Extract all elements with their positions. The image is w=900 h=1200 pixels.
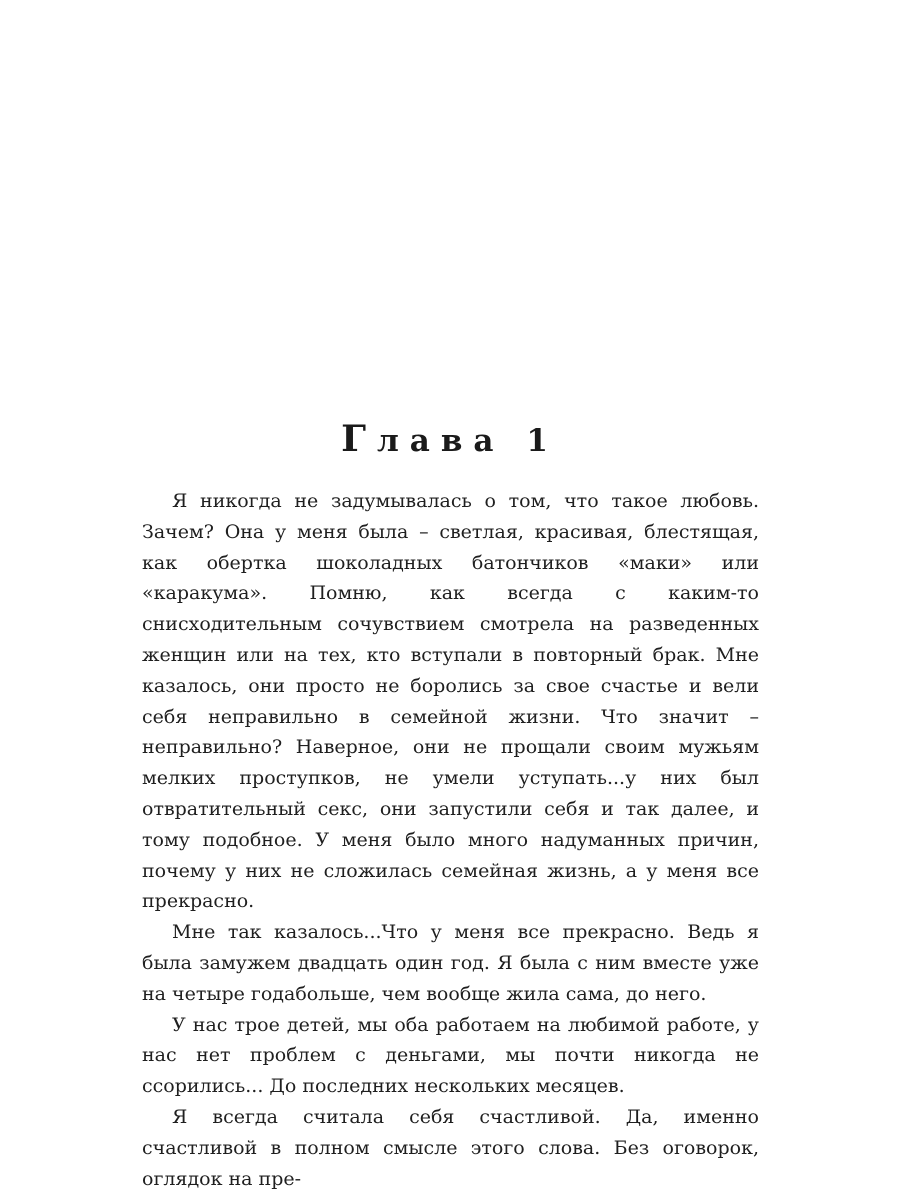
paragraph-3: У нас трое детей, мы оба работаем на любимой работе, у нас нет проблем с деньгами, мы почти никогда не ссорились... До последних нескольких месяцев. — [142, 1013, 759, 1098]
chapter-text — [142, 486, 759, 1194]
paragraph-4: Я всегда считала себя счастливой. Да, именно счастливой в полном смысле этого слова. Без оговорок, оглядок на пре- — [142, 1105, 759, 1190]
paragraph-1: Я никогда не задумывалась о том, что такое любовь. Зачем? Она у меня была – светлая, красивая, блестящая, как обертка шоколадных батончиков «маки» или «каракума». Помню, как всегда с каким-то снисходительным сочувствием смотрела на разведенных женщин или на тех, кто вступали в повторный брак. Мне казалось, они просто не боролись за свое счастье и вели себя неправильно в семейной жизни. Что значит – неправильно? Наверное, они не прощали своим мужьям мелких проступков, не умели уступать...у них был отвратительный секс, они запустили себя и так далее, и тому подобное. У меня было много надуманных причин, почему у них не сложилась семейная жизнь, а у меня все прекрасно. — [142, 490, 759, 913]
chapter-title-rest: лава 1 — [376, 423, 559, 459]
chapter-title — [0, 418, 900, 460]
paragraph-2: Мне так казалось...Что у меня все прекрасно. Ведь я была замужем двадцать один год. Я была с ним вместе уже на четыре годабольше, чем вообще жила сама, до него. — [142, 921, 759, 1005]
chapter-title-initial: Г — [341, 418, 377, 460]
